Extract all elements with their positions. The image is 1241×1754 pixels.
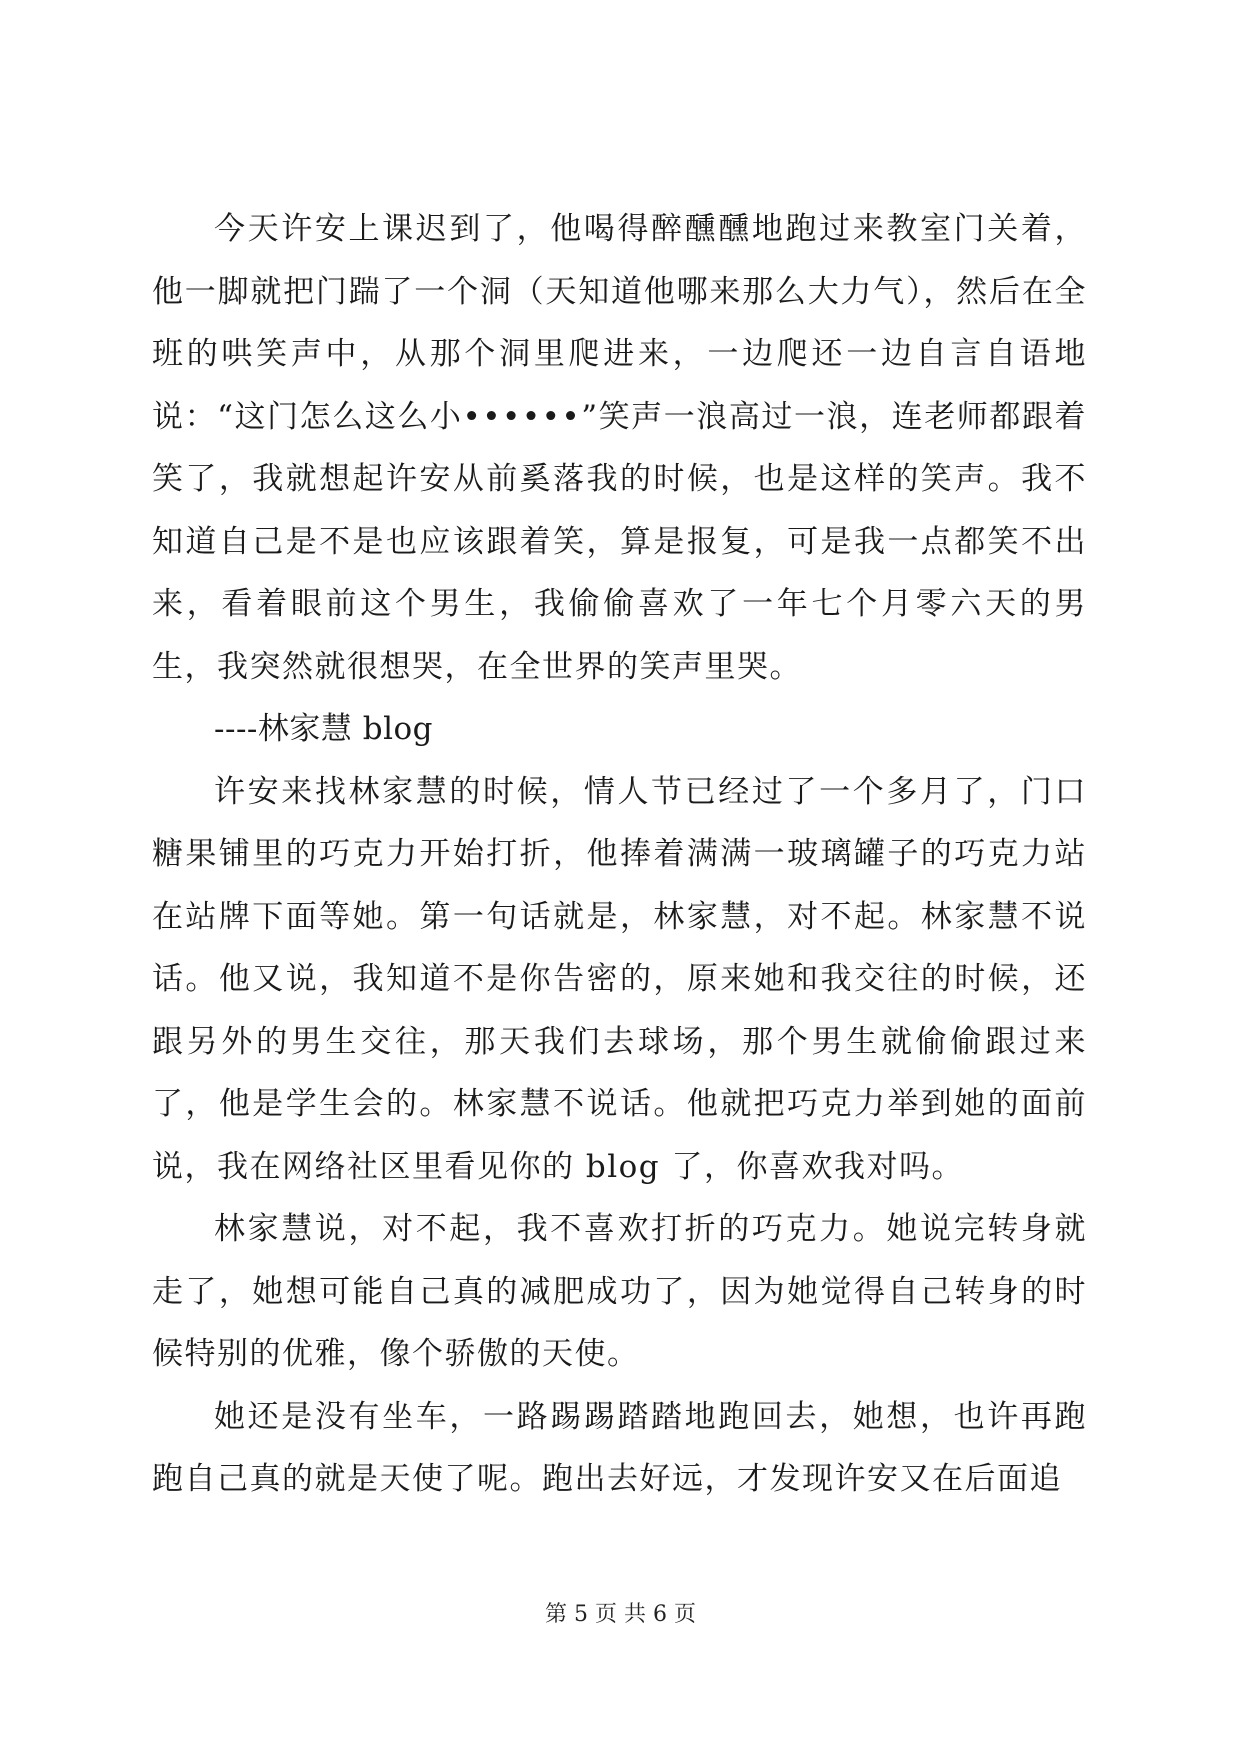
paragraph-chocolate: 许安来找林家慧的时候，情人节已经过了一个多月了，门口糖果铺里的巧克力开始打折，他捧着满满一玻璃罐子的巧克力站在站牌下面等她。第一句话就是，林家慧，对不起。林家慧不说话。他又说，我知道不是你告密的，原来她和我交往的时候，还跟另外的男生交往，那天我们去球场，那个男生就偷偷跟过来了，他是学生会的。林家慧不说话。他就把巧克力举到她的面前说，我在网络社区里看见你的 blog 了，你喜欢我对吗。 (152, 773, 1087, 1185)
page-footer: 第 5 页 共 6 页 (545, 1602, 696, 1627)
paragraph-diary-entry: 今天许安上课迟到了，他喝得醉醺醺地跑过来教室门关着，他一脚就把门踹了一个洞（天知道他哪来那么大力气），然后在全班的哄笑声中，从那个洞里爬进来，一边爬还一边自言自语地说：“这门怎么这么小••••••”笑声一浪高过一浪，连老师都跟着笑了，我就想起许安从前奚落我的时候，也是这样的笑声。我不知道自己是不是也应该跟着笑，算是报复，可是我一点都笑不出来，看着眼前这个男生，我偷偷喜欢了一年七个月零六天的男生，我突然就很想哭，在全世界的笑声里哭。 (152, 211, 1087, 685)
document-body (152, 198, 1087, 1511)
paragraph-reply: 林家慧说，对不起，我不喜欢打折的巧克力。她说完转身就走了，她想可能自己真的减肥成功了，因为她觉得自己转身的时候特别的优雅，像个骄傲的天使。 (152, 1211, 1087, 1372)
paragraph-signature: ----林家慧 blog (214, 711, 434, 747)
paragraph-running: 她还是没有坐车，一路踢踢踏踏地跑回去，她想，也许再跑跑自己真的就是天使了呢。跑出去好远，才发现许安又在后面追 (152, 1398, 1087, 1497)
